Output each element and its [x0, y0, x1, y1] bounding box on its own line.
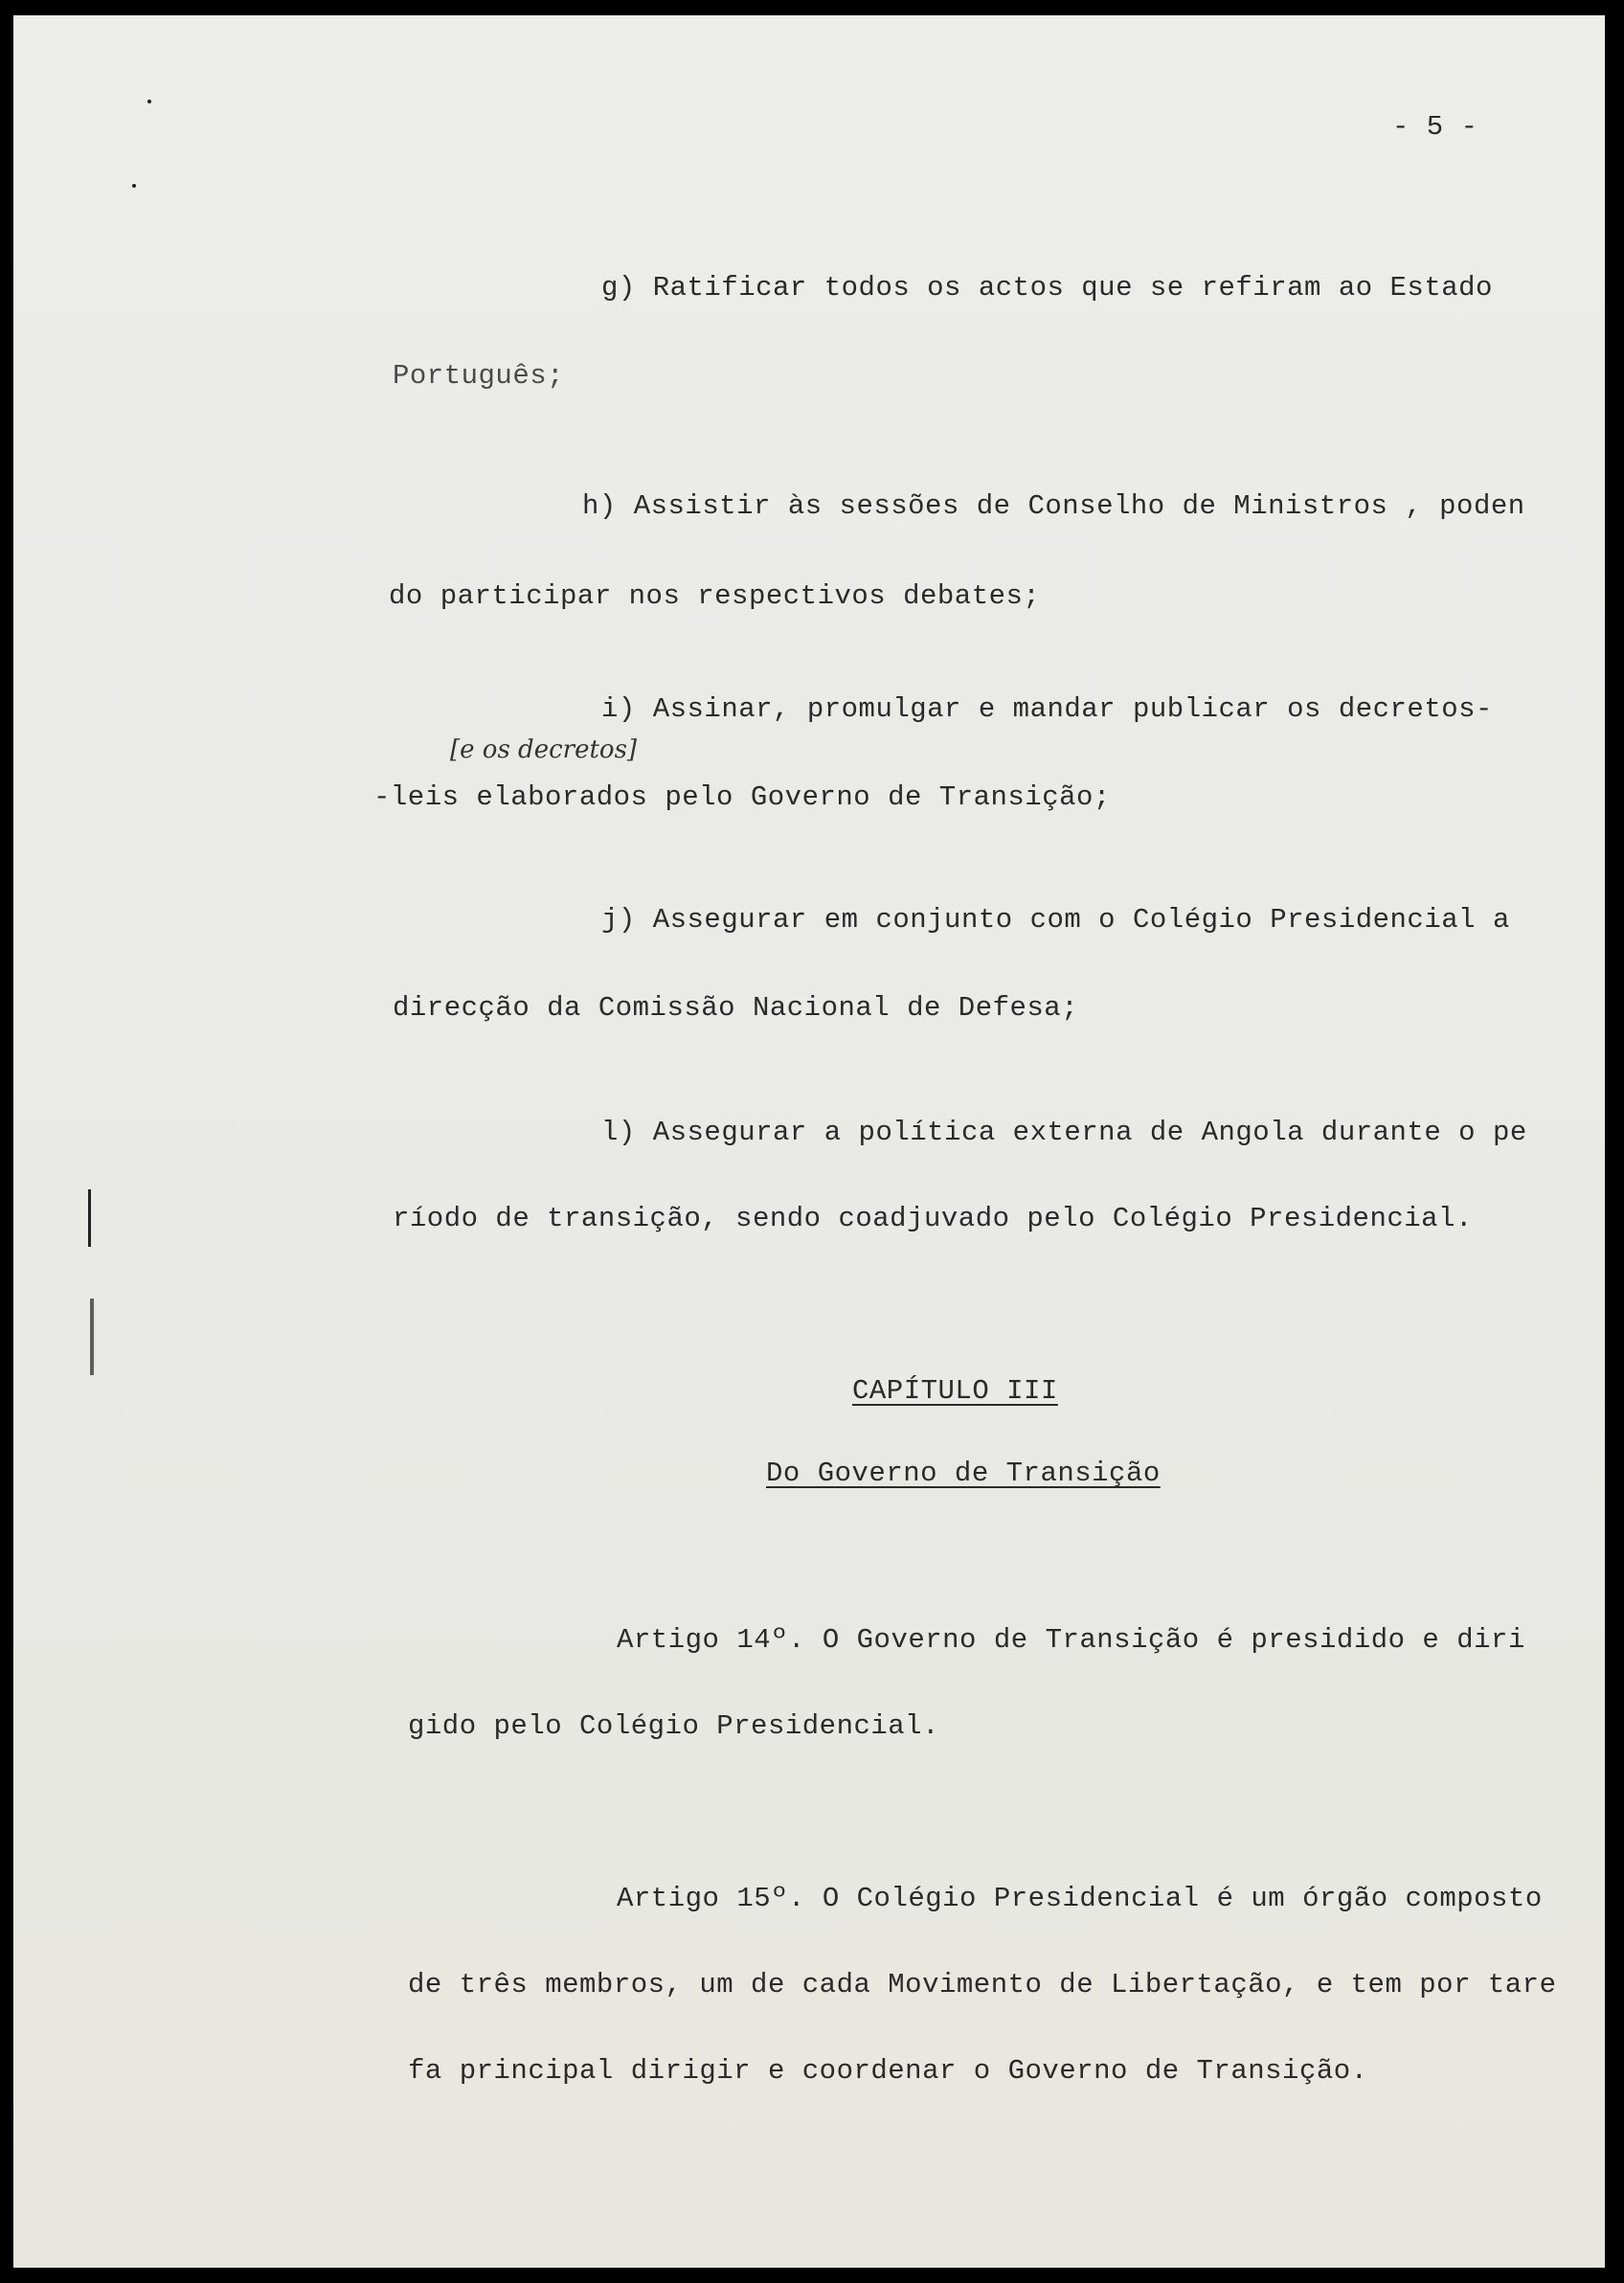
item-h-line-2: do participar nos respectivos debates; [389, 580, 1041, 612]
article-14-line-2: gido pelo Colégio Presidencial. [408, 1710, 939, 1742]
item-i-line-1: i) Assinar, promulgar e mandar publicar os decretos- [601, 693, 1493, 725]
item-g-line-2: Português; [393, 360, 565, 392]
article-14-line-1: Artigo 14º. O Governo de Transição é presidido e diri [617, 1624, 1525, 1656]
item-l-line-2: ríodo de transição, sendo coadjuvado pelo Colégio Presidencial. [393, 1203, 1473, 1234]
margin-mark [88, 1189, 91, 1247]
item-i-line-2: -leis elaborados pelo Governo de Transição; [373, 781, 1111, 813]
page-number: - 5 - [1392, 111, 1478, 143]
chapter-number: CAPÍTULO III [852, 1375, 1058, 1407]
item-l-line-1: l) Assegurar a política externa de Angola durante o pe [601, 1117, 1527, 1148]
handwritten-insert: [e os decretos] [450, 735, 638, 764]
article-15-line-3: fa principal dirigir e coordenar o Governo de Transição. [408, 2055, 1368, 2087]
article-15-line-1: Artigo 15º. O Colégio Presidencial é um órgão composto [617, 1883, 1543, 1914]
article-15-line-2: de três membros, um de cada Movimento de Libertação, e tem por tare [408, 1969, 1557, 2000]
margin-mark [90, 1299, 94, 1375]
margin-dot [132, 184, 136, 188]
item-j-line-2: direcção da Comissão Nacional de Defesa; [393, 992, 1079, 1024]
item-h-line-1: h) Assistir às sessões de Conselho de Ministros , poden [582, 490, 1525, 522]
margin-dot [147, 100, 151, 103]
item-g-line-1: g) Ratificar todos os actos que se refiram ao Estado [601, 272, 1493, 304]
chapter-title: Do Governo de Transição [766, 1458, 1161, 1489]
item-j-line-1: j) Assegurar em conjunto com o Colégio Presidencial a [601, 904, 1510, 936]
document-page [13, 15, 1605, 2268]
